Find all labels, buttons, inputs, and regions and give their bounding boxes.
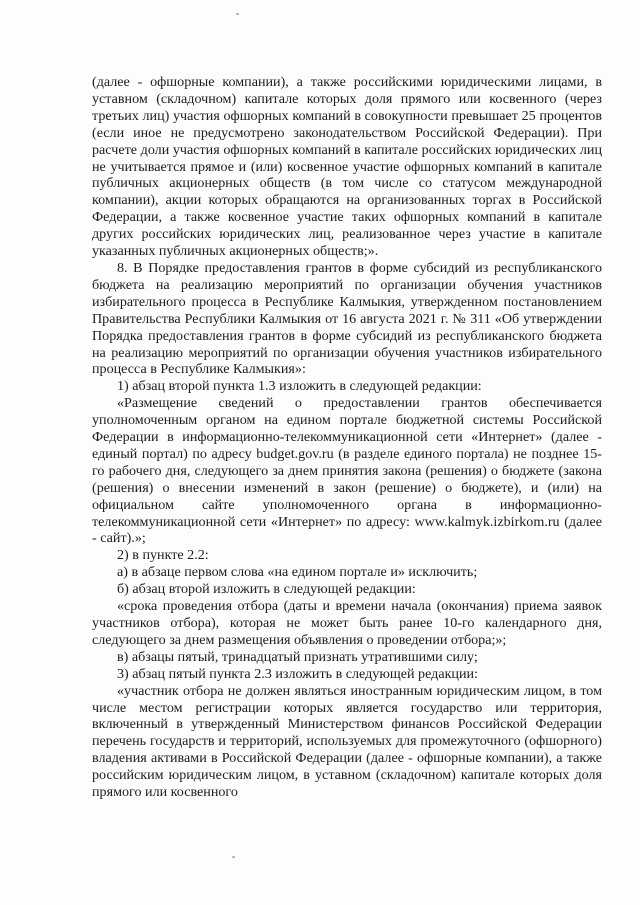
paragraph: б) абзац второй изложить в следующей редакции:	[117, 581, 416, 598]
scan-speck	[232, 856, 235, 858]
paragraph: «участник отбора не должен являться иностранным юридическим лицом, в том числе местом регистрации которых является государство или территория, включенный в утвержденный Министерством финансов Российской Федерации перечень государств и территорий, используемых для промежуточного (офшорного) владения активами в Российской Федерации (далее - офшорные компании), а также российским юридическим лицом, в уставном (складочном) капитале которых доля прямого или косвенного	[92, 682, 602, 801]
paragraph: «срока проведения отбора (даты и времени начала (окончания) приема заявок участников отбора), которая не может быть ранее 10-го календарного дня, следующего за днем размещения объявления о проведении отбора;»;	[92, 598, 602, 648]
paragraph: 1) абзац второй пункта 1.3 изложить в следующей редакции:	[117, 378, 482, 395]
paragraph: в) абзацы пятый, тринадцатый признать утратившими силу;	[117, 648, 478, 665]
paragraph: (далее - офшорные компании), а также российскими юридическими лицами, в уставном (складочном) капитале которых доля прямого или косвенного (через третьих лиц) участия офшорных компаний в совокупности превышает 25 процентов (если иное не предусмотрено законодательством Российской Федерации). При расчете доли участия офшорных компаний в капитале российских юридических лиц не учитывается прямое и (или) косвенное участие офшорных компаний в капитале публичных акционерных обществ (в том числе со статусом международной компании), акции которых обращаются на организованных торгах в Российской Федерации, а также косвенное участие таких офшорных компаний в капитале других российских юридических лиц, реализованное через участие в капитале указанных публичных акционерных обществ;».	[92, 74, 602, 260]
scan-speck	[236, 13, 239, 15]
paragraph: 2) в пункте 2.2:	[117, 547, 209, 564]
paragraph: 8. В Порядке предоставления грантов в форме субсидий из республиканского бюджета на реализацию мероприятий по организации обучения участников избирательного процесса в Республике Калмыкия, утвержденном постановлением Правительства Республики Калмыкия от 16 августа 2021 г. № 311 «Об утверждении Порядка предоставления грантов в форме субсидий из республиканского бюджета на реализацию мероприятий по организации обучения участников избирательного процесса в Республике Калмыкия»:	[92, 259, 602, 378]
paragraph: «Размещение сведений о предоставлении грантов обеспечивается уполномоченным органом на едином портале бюджетной системы Российской Федерации в информационно-телекоммуникационной сети «Интернет» (далее - единый портал) по адресу budget.gov.ru (в разделе единого портала) не позднее 15-го рабочего дня, следующего за днем принятия закона (решения) о бюджете (закона (решения) о внесении изменений в закон (решение) о бюджете), и (или) на официальном сайте уполномоченного органа в информационно-телекоммуникационной сети «Интернет» по адресу: www.kalmyk.izbirkom.ru (далее - сайт).»;	[92, 395, 602, 547]
paragraph: а) в абзаце первом слова «на едином портале и» исключить;	[117, 564, 478, 581]
paragraph: 3) абзац пятый пункта 2.3 изложить в следующей редакции:	[117, 665, 478, 682]
